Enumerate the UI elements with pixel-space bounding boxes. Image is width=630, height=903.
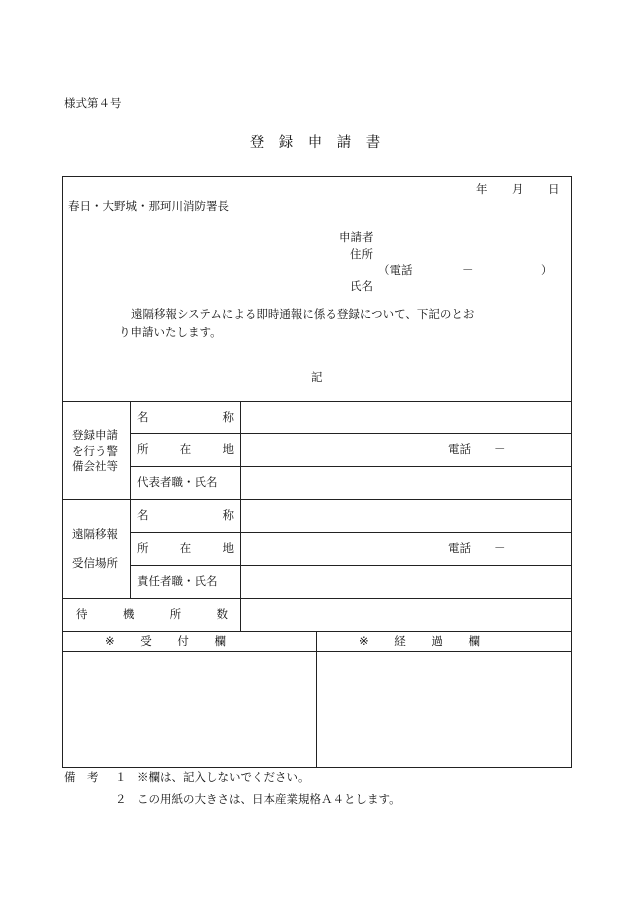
- sc-name-label: 名 称: [137, 409, 234, 424]
- applicant-name-label: 氏名: [350, 279, 373, 293]
- applicant-label: 申請者: [339, 230, 374, 244]
- date-day: 日: [548, 182, 560, 196]
- remarks-label: 備 考: [64, 770, 99, 784]
- receiving-site-label-1: 遠隔移報: [72, 527, 118, 541]
- applicant-phone-dash: －: [462, 263, 474, 277]
- frame-top: [62, 176, 572, 177]
- remarks-note1: ※欄は、記入しないでください。: [137, 770, 310, 784]
- frame-right: [571, 176, 572, 768]
- standby-count-label: 待 機 所 数: [76, 607, 228, 622]
- frame-left: [62, 176, 63, 768]
- remarks-note2: この用紙の大きさは、日本産業規格Ａ４とします。: [137, 792, 401, 806]
- body-text-line2: り申請いたします。: [119, 325, 222, 339]
- date-month: 月: [512, 182, 524, 196]
- date-year: 年: [476, 182, 488, 196]
- col-line: [316, 631, 317, 767]
- rs-location-label: 所 在 地: [137, 541, 234, 556]
- col-line: [240, 401, 241, 631]
- rs-phone-label: 電話 －: [448, 541, 506, 556]
- progress-column-header: ※ 経 過 欄: [359, 633, 480, 648]
- remarks-note2-number: ２: [115, 792, 127, 806]
- sc-location-label: 所 在 地: [137, 442, 234, 457]
- applicant-phone-close: ）: [541, 263, 553, 277]
- sc-phone-label: 電話 －: [448, 442, 506, 457]
- security-company-group-label: 登録申請 を行う警 備会社等: [72, 428, 118, 473]
- page-title: 登 録 申 請 書: [249, 135, 381, 151]
- remarks-note1-number: １: [115, 770, 127, 784]
- frame-bottom: [62, 767, 572, 768]
- addressee: 春日・大野城・那珂川消防署長: [68, 199, 229, 213]
- sc-representative-label: 代表者職・氏名: [137, 475, 218, 490]
- rs-name-label: 名 称: [137, 508, 234, 523]
- row-line: [62, 651, 572, 652]
- rs-responsible-label: 責任者職・氏名: [137, 574, 218, 589]
- reception-column-header: ※ 受 付 欄: [105, 633, 226, 648]
- applicant-phone-open: （電話: [378, 263, 413, 277]
- receiving-site-label-2: 受信場所: [72, 556, 118, 570]
- applicant-address-label: 住所: [350, 247, 373, 261]
- ki-label: 記: [311, 370, 323, 384]
- form-number: 様式第４号: [64, 96, 122, 110]
- col-line: [130, 401, 131, 598]
- body-text-line1: 遠隔移報システムによる即時通報に係る登録について、下記のとお: [131, 307, 475, 321]
